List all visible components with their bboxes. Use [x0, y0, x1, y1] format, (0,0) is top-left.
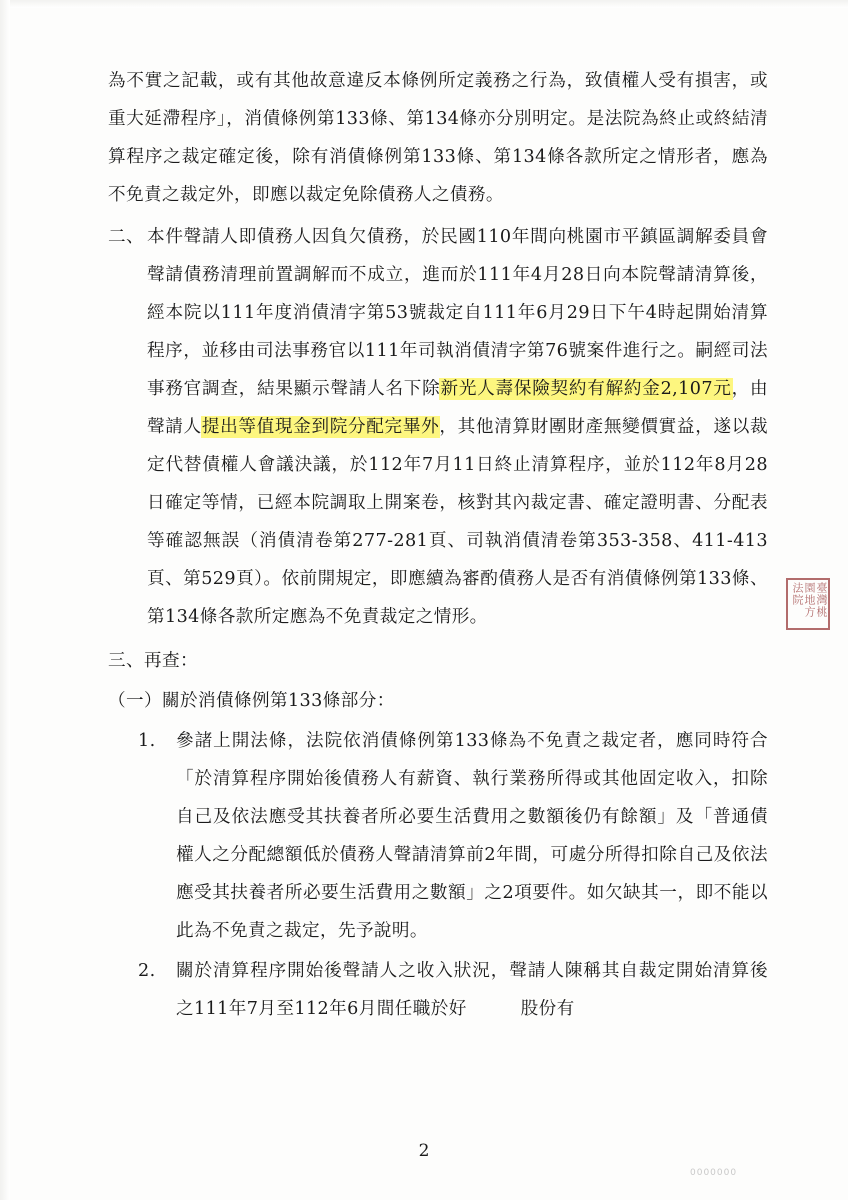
arabic-two-text: 關於清算程序開始後聲請人之收入狀況，聲請人陳稱其自裁定開始清算後之111年7月至112年6月間任職於好 股份有 [176, 961, 768, 1019]
page-number: 2 [418, 1141, 430, 1161]
scan-edge-top [0, 0, 848, 8]
paragraph-arabic-two [108, 952, 768, 1028]
scan-edge-left [0, 0, 10, 1200]
paragraph-continuation: 為不實之記載，或有其他故意違反本條例所定義務之行為，致債權人受有損害，或重大延滯程序」，消債條例第133條、第134條亦分別明定。是法院為終止或終結清算程序之裁定確定後，除有消債條例第133條、第134條各款所定之情形者，應為不免責之裁定外，即應以裁定免除債務人之債務。 [108, 71, 768, 205]
item-two-text-part-2: ，由聲請人 [147, 379, 768, 437]
paragraph-arabic-one [108, 722, 768, 950]
document-body [108, 62, 768, 1028]
arabic-marker-one: 1. [138, 731, 156, 751]
highlight-cash-distribution: 提出等值現金到院分配完畢外 [201, 417, 440, 437]
arabic-one-text: 參諸上開法條，法院依消債條例第133條為不免責之裁定者，應同時符合「於清算程序開始後債務人有薪資、執行業務所得或其他固定收入，扣除自己及依法應受其扶養者所必要生活費用之數額後仍有餘額」及「普通債權人之分配總額低於債務人聲請清算前2年間，可處分所得扣除自己及依法應受其扶養者所必要生活費用之數額」之2項要件。如欠缺其一，即不能以此為不免責之裁定，先予說明。 [176, 731, 768, 941]
paragraph-sub-item-one: （一）關於消債條例第133條部分： [108, 691, 395, 711]
highlight-insurance-surrender-value: 新光人壽保險契約有解約金2,107元 [440, 379, 732, 399]
arabic-marker-two: 2. [138, 961, 156, 981]
scan-artifact-mark: 0000000 [690, 1168, 738, 1178]
item-two-text-part-1: 本件聲請人即債務人因負欠債務，於民國110年間向桃園市平鎮區調解委員會聲請債務清理前置調解而不成立，進而於111年4月28日向本院聲請清算後，經本院以111年度消債清字第53號裁定自111年6月29日下午4時起開始清算程序，並移由司法事務官以111年司執消債清字第76號案件進行之。嗣經司法事務官調查，結果顯示聲請人名下除 [147, 227, 768, 399]
item-two-text-part-3: ，其他清算財團財產無變價實益，遂以裁定代替債權人會議決議，於112年7月11日終止清算程序，並於112年8月28日確定等情，已經本院調取上開案卷，核對其內裁定書、確定證明書、分配表等確認無誤（消債清卷第277-281頁、司執消債清卷第353-358、411-413頁、第529頁）。依前開規定，即應續為審酌債務人是否有消債條例第133條、第134條各款所定應為不免責裁定之情形。 [147, 417, 769, 627]
court-seal-stamp: 臺灣桃園地方法院 [786, 578, 830, 630]
paragraph-item-three: 三、再查： [108, 651, 198, 671]
item-marker-two: 二、 [108, 227, 144, 247]
paragraph-item-two [108, 218, 768, 636]
